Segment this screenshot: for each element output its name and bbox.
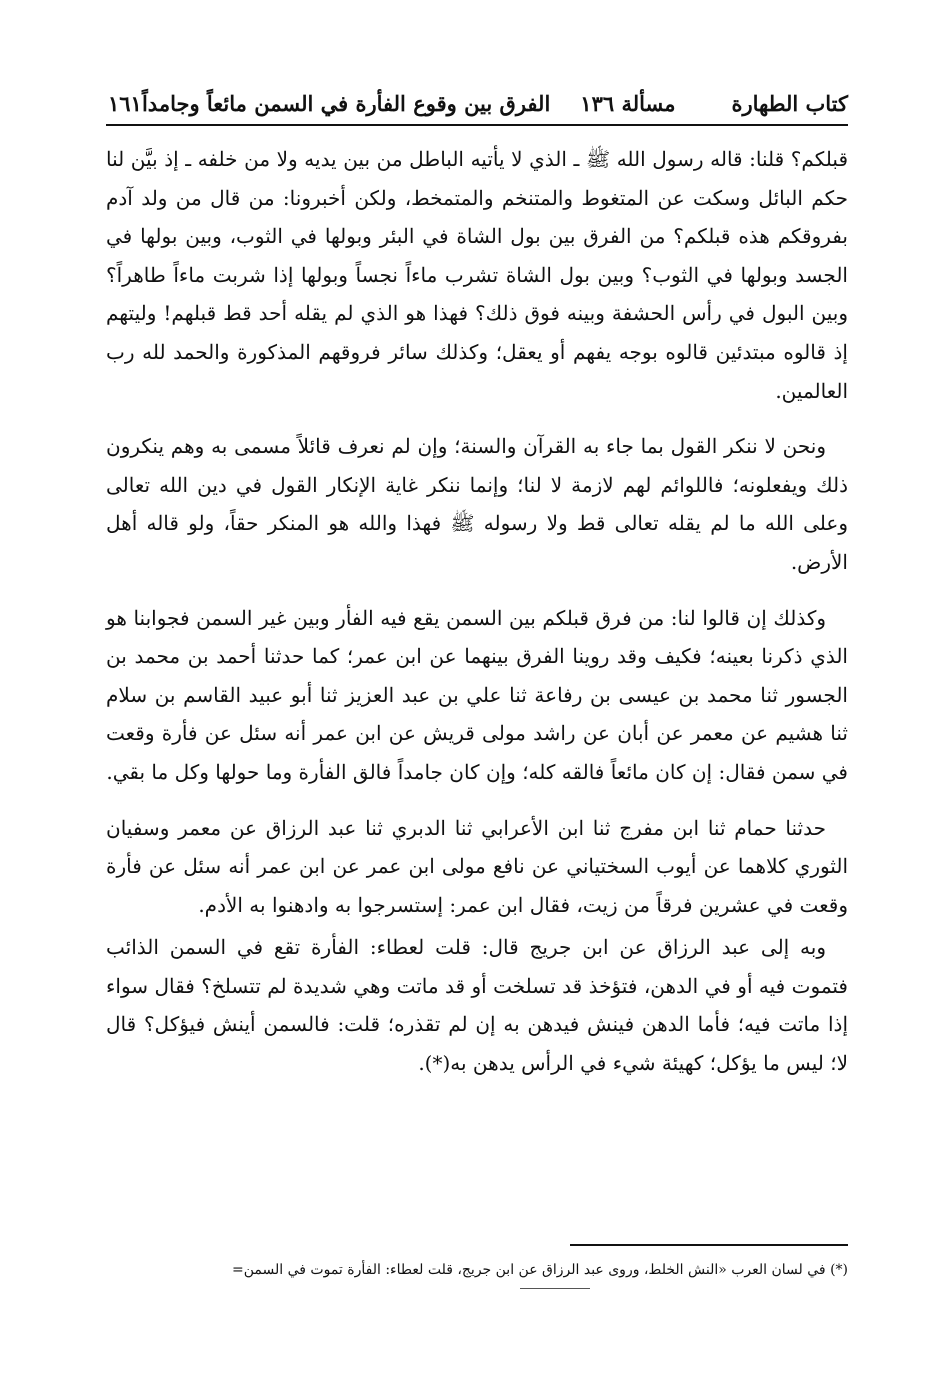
footnote-divider [570, 1244, 848, 1246]
paragraph: قبلكم؟ قلنا: قاله رسول الله ﷺ ـ الذي لا يأتيه الباطل من بين يديه ولا من خلفه ـ إذ بيَّن لنا حكم البائل وسكت عن المتغوط والمتنخم والمتمخط، ولكن أخبرونا: من قال من ولد آدم بفروقكم هذه قبلكم؟ من الفرق بين بول الشاة في البئر وبولها في الثوب، وبين بولها في الجسد وبولها في الثوب؟ وبين بول الشاة تشرب ماءاً نجساً وبولها إذا شربت ماءاً طاهراً؟ وبين البول في رأس الحشفة وبينه فوق ذلك؟ فهذا هو الذي لم يقله أحد قط قبلهم! وليتهم إذ قالوه مبتدئين قالوه بوجه يفهم أو يعقل؛ وكذلك سائر فروقهم المذكورة والحمد لله رب العالمين. [106, 147, 848, 403]
paragraph: ونحن لا ننكر القول بما جاء به القرآن والسنة؛ وإن لم نعرف قائلاً مسمى به وهم ينكرون ذلك ويفعلونه؛ فاللوائم لهم لازمة لا لنا؛ وإنما ننكر غاية الإنكار القول في دين الله تعالى وعلى الله ما لم يقله تعالى قط ولا رسوله ﷺ فهذا والله هو المنكر حقاً، ولو قاله أهل الأرض. [106, 434, 848, 574]
issue-title: الفرق بين وقوع الفأرة في السمن مائعاً وجامداً [141, 91, 551, 116]
paragraph: وكذلك إن قالوا لنا: من فرق قبلكم بين السمن يقع فيه الفأر وبين غير السمن فجوابنا هو الذي ذكرنا بعينه؛ فكيف وقد روينا الفرق بينهما عن ابن عمر؛ كما حدثنا أحمد بن محمد بن الجسور ثنا محمد بن عيسى بن رفاعة ثنا علي بن عبد العزيز ثنا أبو عبيد القاسم بن سلام ثنا هشيم عن معمر عن أبان عن راشد مولى قريش عن ابن عمر أنه سئل عن فأرة وقعت في سمن فقال: إن كان مائعاً فالقه كله؛ وإن كان جامداً فالق الفأرة وما حولها وكل ما بقي. [106, 605, 848, 784]
header-divider [106, 124, 848, 126]
running-header [108, 72, 848, 116]
book-title: كتاب الطهارة [731, 91, 848, 116]
issue-number: مسألة ١٣٦ [580, 91, 676, 116]
page-number: ١٦١ [108, 91, 142, 116]
main-text [106, 140, 848, 1100]
footnote-underline [520, 1288, 590, 1289]
paragraph: وبه إلى عبد الرزاق عن ابن جريج قال: قلت لعطاء: الفأرة تقع في السمن الذائب فتموت فيه أو في الدهن، فتؤخذ قد تسلخت أو قد ماتت وهي شديدة لم تتسلخ؟ فقال سواء إذا ماتت فيه؛ فأما الدهن فينش فيدهن به إن لم تقذره؛ قلت: فالسمن أينش فيؤكل؟ قال لا؛ ليس ما يؤكل؛ كهيئة شيء في الرأس يدهن به(*). [106, 935, 848, 1076]
footnote: (*) في لسان العرب «النش الخلط، وروى عبد الرزاق عن ابن جريج، قلت لعطاء: الفأرة تموت في السمن= [232, 1262, 848, 1278]
paragraph: حدثنا حمام ثنا ابن مفرج ثنا ابن الأعرابي ثنا الدبري ثنا عبد الرزاق عن معمر وسفيان الثوري كلاهما عن أيوب السختياني عن نافع مولى ابن عمر عن ابن عمر أنه سئل عن فأرة وقعت في عشرين فرقاً من زيت، فقال ابن عمر: إستسرجوا به وادهنوا به الأدم. [106, 815, 848, 917]
